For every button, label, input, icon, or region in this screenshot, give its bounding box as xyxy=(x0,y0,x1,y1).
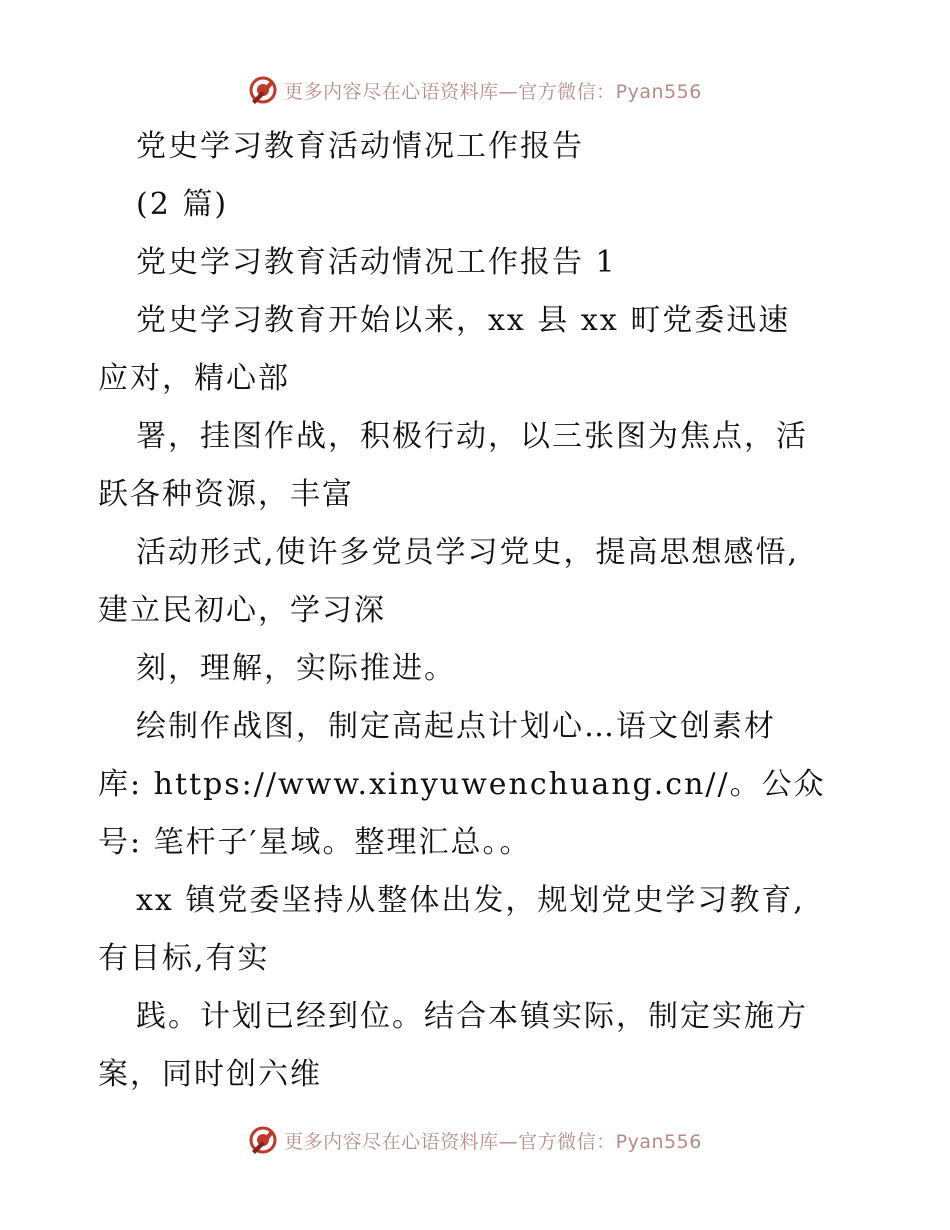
paragraph-line: 绘制作战图，制定高起点计划心…语文创素材 xyxy=(136,709,776,744)
footer-banner xyxy=(0,1122,950,1158)
paragraph-line: 有目标,有实 xyxy=(98,941,270,976)
paragraph-line: 活动形式,使许多党员学习党史，提高思想感悟, xyxy=(136,535,800,570)
paragraph-line: 案，同时创六维 xyxy=(98,1057,322,1092)
document-title: 党史学习教育活动情况工作报告 xyxy=(136,129,584,164)
paragraph-line: 建立民初心，学习深 xyxy=(98,593,386,628)
paragraph-line: xx 镇党委坚持从整体出发，规划党史学习教育, xyxy=(136,883,805,918)
paragraph-line: 库: https://www.xinyuwenchuang.cn//。公众 xyxy=(98,767,826,802)
footer-banner-text: 更多内容尽在心语资料库—官方微信：Pyan556 xyxy=(284,1130,702,1153)
paragraph-line: 署，挂图作战，积极行动，以三张图为焦点，活 xyxy=(136,419,808,454)
paragraph-line: 应对，精心部 xyxy=(98,361,290,396)
red-pen-circle-logo-icon xyxy=(248,75,278,105)
header-banner xyxy=(0,72,950,108)
paragraph-line: 党史学习教育开始以来，xx 县 xx 町党委迅速 xyxy=(136,303,791,338)
paragraph-line: 跃各种资源，丰富 xyxy=(98,477,354,512)
document-subtitle: (2 篇) xyxy=(136,187,229,222)
header-banner-text: 更多内容尽在心语资料库—官方微信：Pyan556 xyxy=(284,80,702,103)
document-body xyxy=(98,118,858,1104)
section-heading: 党史学习教育活动情况工作报告 1 xyxy=(136,245,617,280)
paragraph-line: 号: 笔杆子′星域。整理汇总。。 xyxy=(98,825,532,860)
paragraph-line: 刻，理解，实际推进。 xyxy=(136,651,456,686)
red-pen-circle-logo-icon xyxy=(248,1125,278,1155)
paragraph-line: 践。计划已经到位。结合本镇实际，制定实施方 xyxy=(136,999,808,1034)
